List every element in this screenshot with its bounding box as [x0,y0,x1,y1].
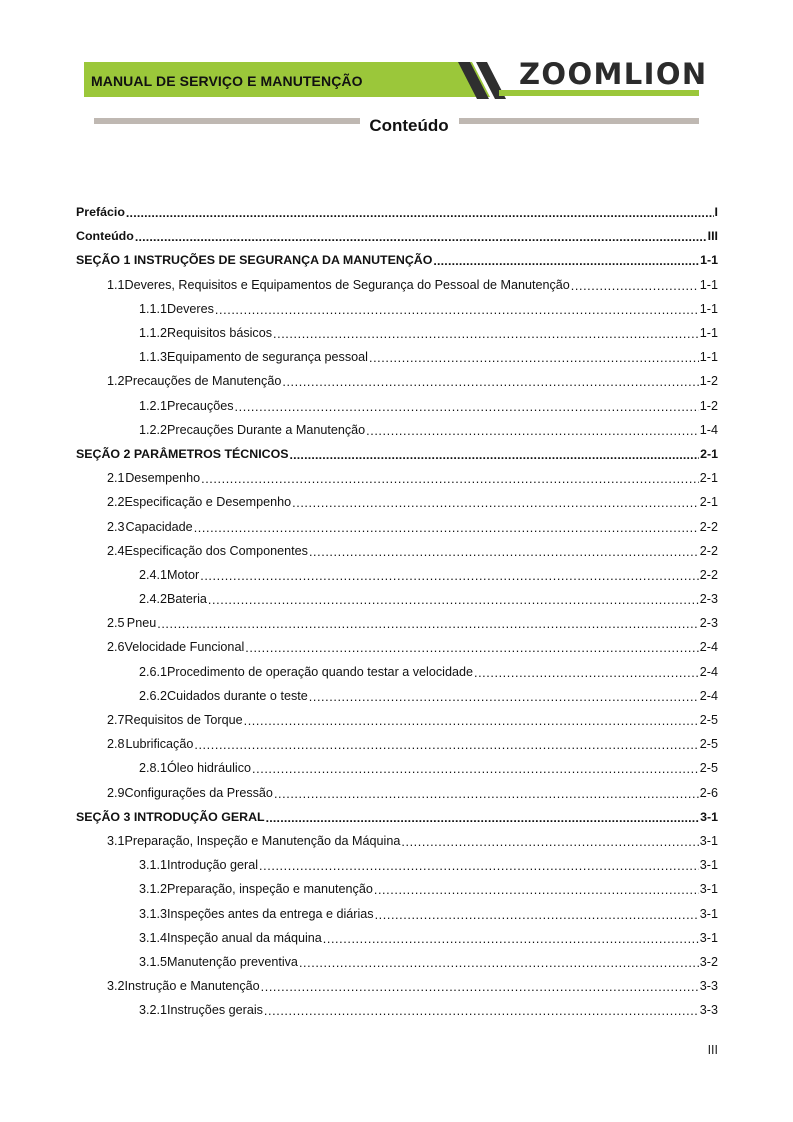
toc-entry-page: 3-3 [699,979,718,994]
toc-entry-title: SEÇÃO 1 INSTRUÇÕES DE SEGURANÇA DA MANUTENÇÃO [76,253,433,268]
toc-entry-page: 2-2 [699,519,718,534]
toc-dot-leader [299,956,699,970]
toc-entry-number: 2.5 [107,616,125,631]
toc-dot-leader [201,472,699,486]
toc-entry[interactable] [76,297,718,321]
toc-dot-leader [292,496,699,510]
toc-entry-page: 2-2 [699,543,718,558]
toc-dot-leader [266,811,699,825]
title-rule-left [94,118,360,124]
toc-entry-page: 2-5 [699,737,718,752]
toc-entry-page: 1-1 [700,253,718,268]
toc-entry[interactable] [76,200,718,224]
toc-entry-title: Inspeções antes da entrega e diárias [167,906,374,921]
page-number: III [707,1043,718,1057]
toc-entry[interactable] [76,901,718,925]
toc-dot-leader [208,593,699,607]
toc-dot-leader [244,714,699,728]
toc-entry[interactable] [76,563,718,587]
toc-entry[interactable] [76,635,718,659]
toc-entry[interactable] [76,756,718,780]
toc-entry-page: 2-5 [699,713,718,728]
toc-entry-number: 1.1.2 [139,326,168,341]
toc-dot-leader [474,666,699,680]
toc-entry-title: Motor [167,567,200,582]
toc-entry-number: 2.6 [107,640,125,655]
toc-dot-leader [126,206,714,220]
toc-entry[interactable] [76,418,718,442]
toc-entry-title: Instrução e Manutenção [124,979,260,994]
toc-dot-leader [282,375,698,389]
brand-logo: ZOOMLION [519,57,708,91]
toc-entry[interactable] [76,442,718,466]
toc-entry-number: 3.1 [107,833,125,848]
toc-dot-leader [309,690,699,704]
toc-entry[interactable] [76,732,718,756]
toc-entry-page: 2-1 [699,495,718,510]
toc-entry[interactable] [76,345,718,369]
toc-entry-title: Equipamento de segurança pessoal [167,350,368,365]
toc-entry-title: Configurações da Pressão [124,785,273,800]
toc-entry-title: Deveres [167,301,214,316]
toc-entry-number: 3.1.3 [139,906,168,921]
toc-entry-number: 1.2 [107,374,125,389]
toc-entry-page: 2-4 [699,640,718,655]
toc-entry-page: 3-1 [699,906,718,921]
toc-dot-leader [401,835,698,849]
toc-entry-number: 2.3 [107,519,125,534]
toc-entry-page: 3-1 [699,833,718,848]
page-title: Conteúdo [369,116,449,135]
toc-entry-page: 1-2 [699,374,718,389]
toc-entry[interactable] [76,877,718,901]
page-header [0,0,793,150]
toc-dot-leader [374,883,699,897]
toc-dot-leader [252,762,699,776]
toc-entry-title: SEÇÃO 3 INTRODUÇÃO GERAL [76,809,265,824]
toc-entry-number: 3.2.1 [139,1003,168,1018]
toc-entry-number: 3.2 [107,979,125,994]
table-of-contents [76,200,718,1022]
toc-entry-page: 1-4 [699,422,718,437]
toc-dot-leader [135,230,707,244]
toc-entry-page: 3-1 [700,809,718,824]
toc-entry-title: Preparação, inspeção e manutenção [167,882,373,897]
toc-entry-number: 2.8 [107,737,125,752]
toc-entry-number: 2.4.1 [139,567,168,582]
toc-entry-page: 3-1 [699,882,718,897]
toc-dot-leader [369,351,699,365]
toc-entry[interactable] [76,805,718,829]
toc-entry-title: Requisitos básicos [167,326,273,341]
toc-entry-title: Deveres, Requisitos e Equipamentos de Segurança do Pessoal de Manutenção [124,277,570,292]
toc-entry-title: Introdução geral [167,858,259,873]
toc-entry[interactable] [76,781,718,805]
toc-dot-leader [264,1004,699,1018]
toc-dot-leader [157,617,699,631]
toc-dot-leader [309,545,699,559]
toc-dot-leader [274,787,699,801]
toc-entry-title: Prefácio [76,205,125,220]
toc-entry[interactable] [76,466,718,490]
toc-entry-number: 2.7 [107,713,125,728]
toc-entry[interactable] [76,998,718,1022]
toc-dot-leader [200,569,699,583]
toc-dot-leader [261,980,699,994]
toc-entry[interactable] [76,708,718,732]
toc-entry-page: III [707,229,718,244]
toc-entry-page: 1-1 [699,326,718,341]
toc-entry-page: 2-2 [699,567,718,582]
toc-entry-page: 1-1 [699,350,718,365]
toc-entry[interactable] [76,853,718,877]
toc-entry-title: Inspeção anual da máquina [167,930,322,945]
toc-entry[interactable] [76,514,718,538]
toc-entry[interactable] [76,587,718,611]
toc-entry-title: Especificação dos Componentes [124,543,308,558]
toc-entry[interactable] [76,490,718,514]
toc-entry[interactable] [76,539,718,563]
toc-entry-number: 2.1 [107,471,125,486]
toc-entry-title: Instruções gerais [167,1003,263,1018]
toc-entry-title: Desempenho [125,471,201,486]
toc-entry-page: 2-4 [699,688,718,703]
toc-entry-page: 3-2 [699,954,718,969]
toc-entry-page: 1-1 [699,277,718,292]
toc-entry-page: 2-6 [699,785,718,800]
toc-dot-leader [194,738,698,752]
toc-entry-number: 2.4.2 [139,592,168,607]
toc-dot-leader [433,254,699,268]
toc-entry-page: 1-2 [699,398,718,413]
toc-entry[interactable] [76,684,718,708]
toc-entry-number: 2.8.1 [139,761,168,776]
toc-entry-number: 2.6.1 [139,664,168,679]
toc-entry-title: Requisitos de Torque [124,713,243,728]
toc-entry[interactable] [76,248,718,272]
toc-entry-number: 2.6.2 [139,688,168,703]
toc-entry[interactable] [76,829,718,853]
toc-entry-page: 3-1 [699,858,718,873]
toc-entry-number: 1.1.1 [139,301,168,316]
toc-entry-title: Precauções [167,398,234,413]
toc-entry[interactable] [76,224,718,248]
toc-entry[interactable] [76,950,718,974]
toc-entry[interactable] [76,321,718,345]
toc-entry-number: 1.2.2 [139,422,168,437]
toc-dot-leader [571,279,699,293]
toc-entry-page: 1-1 [699,301,718,316]
toc-entry[interactable] [76,394,718,418]
toc-entry-title: Óleo hidráulico [167,761,252,776]
toc-dot-leader [235,400,699,414]
toc-entry-number: 2.2 [107,495,125,510]
toc-entry-number: 3.1.4 [139,930,168,945]
toc-entry-page: 2-3 [699,592,718,607]
toc-entry-title: Conteúdo [76,229,134,244]
toc-entry-title: Especificação e Desempenho [124,495,292,510]
toc-dot-leader [215,303,699,317]
toc-entry-number: 3.1.5 [139,954,168,969]
toc-entry-number: 1.1 [107,277,125,292]
toc-entry[interactable] [76,369,718,393]
toc-entry-title: Precauções Durante a Manutenção [167,422,366,437]
toc-entry-title: Preparação, Inspeção e Manutenção da Máquina [124,833,401,848]
toc-entry-page: 2-1 [700,446,718,461]
title-rule-right [459,118,699,124]
toc-dot-leader [259,859,699,873]
toc-entry-page: 2-5 [699,761,718,776]
toc-entry-title: Pneu [126,616,157,631]
toc-entry[interactable] [76,926,718,950]
toc-entry-page: 3-1 [699,930,718,945]
toc-entry-number: 2.4 [107,543,125,558]
toc-entry-title: Manutenção preventiva [167,954,298,969]
toc-entry-title: Procedimento de operação quando testar a velocidade [167,664,473,679]
toc-dot-leader [323,932,699,946]
toc-entry-page: 2-1 [699,471,718,486]
toc-entry-title: Lubrificação [125,737,194,752]
toc-entry-page: 3-3 [699,1003,718,1018]
manual-title: MANUAL DE SERVIÇO E MANUTENÇÃO [91,73,363,89]
toc-entry-title: SEÇÃO 2 PARÂMETROS TÉCNICOS [76,446,289,461]
toc-entry[interactable] [76,611,718,635]
toc-entry-title: Cuidados durante o teste [167,688,308,703]
toc-dot-leader [375,908,699,922]
toc-entry-page: 2-3 [699,616,718,631]
toc-dot-leader [194,521,699,535]
toc-entry[interactable] [76,974,718,998]
toc-entry-number: 3.1.1 [139,858,168,873]
toc-entry-number: 3.1.2 [139,882,168,897]
toc-dot-leader [245,641,699,655]
toc-entry-page: I [714,205,718,220]
toc-dot-leader [273,327,699,341]
toc-dot-leader [290,448,700,462]
toc-entry-title: Velocidade Funcional [124,640,245,655]
toc-entry-title: Bateria [167,592,207,607]
toc-entry-title: Capacidade [125,519,193,534]
toc-entry[interactable] [76,660,718,684]
toc-entry-number: 2.9 [107,785,125,800]
toc-entry[interactable] [76,273,718,297]
toc-entry-page: 2-4 [699,664,718,679]
toc-entry-title: Precauções de Manutenção [124,374,282,389]
toc-entry-number: 1.2.1 [139,398,168,413]
toc-dot-leader [366,424,699,438]
toc-entry-number: 1.1.3 [139,350,168,365]
